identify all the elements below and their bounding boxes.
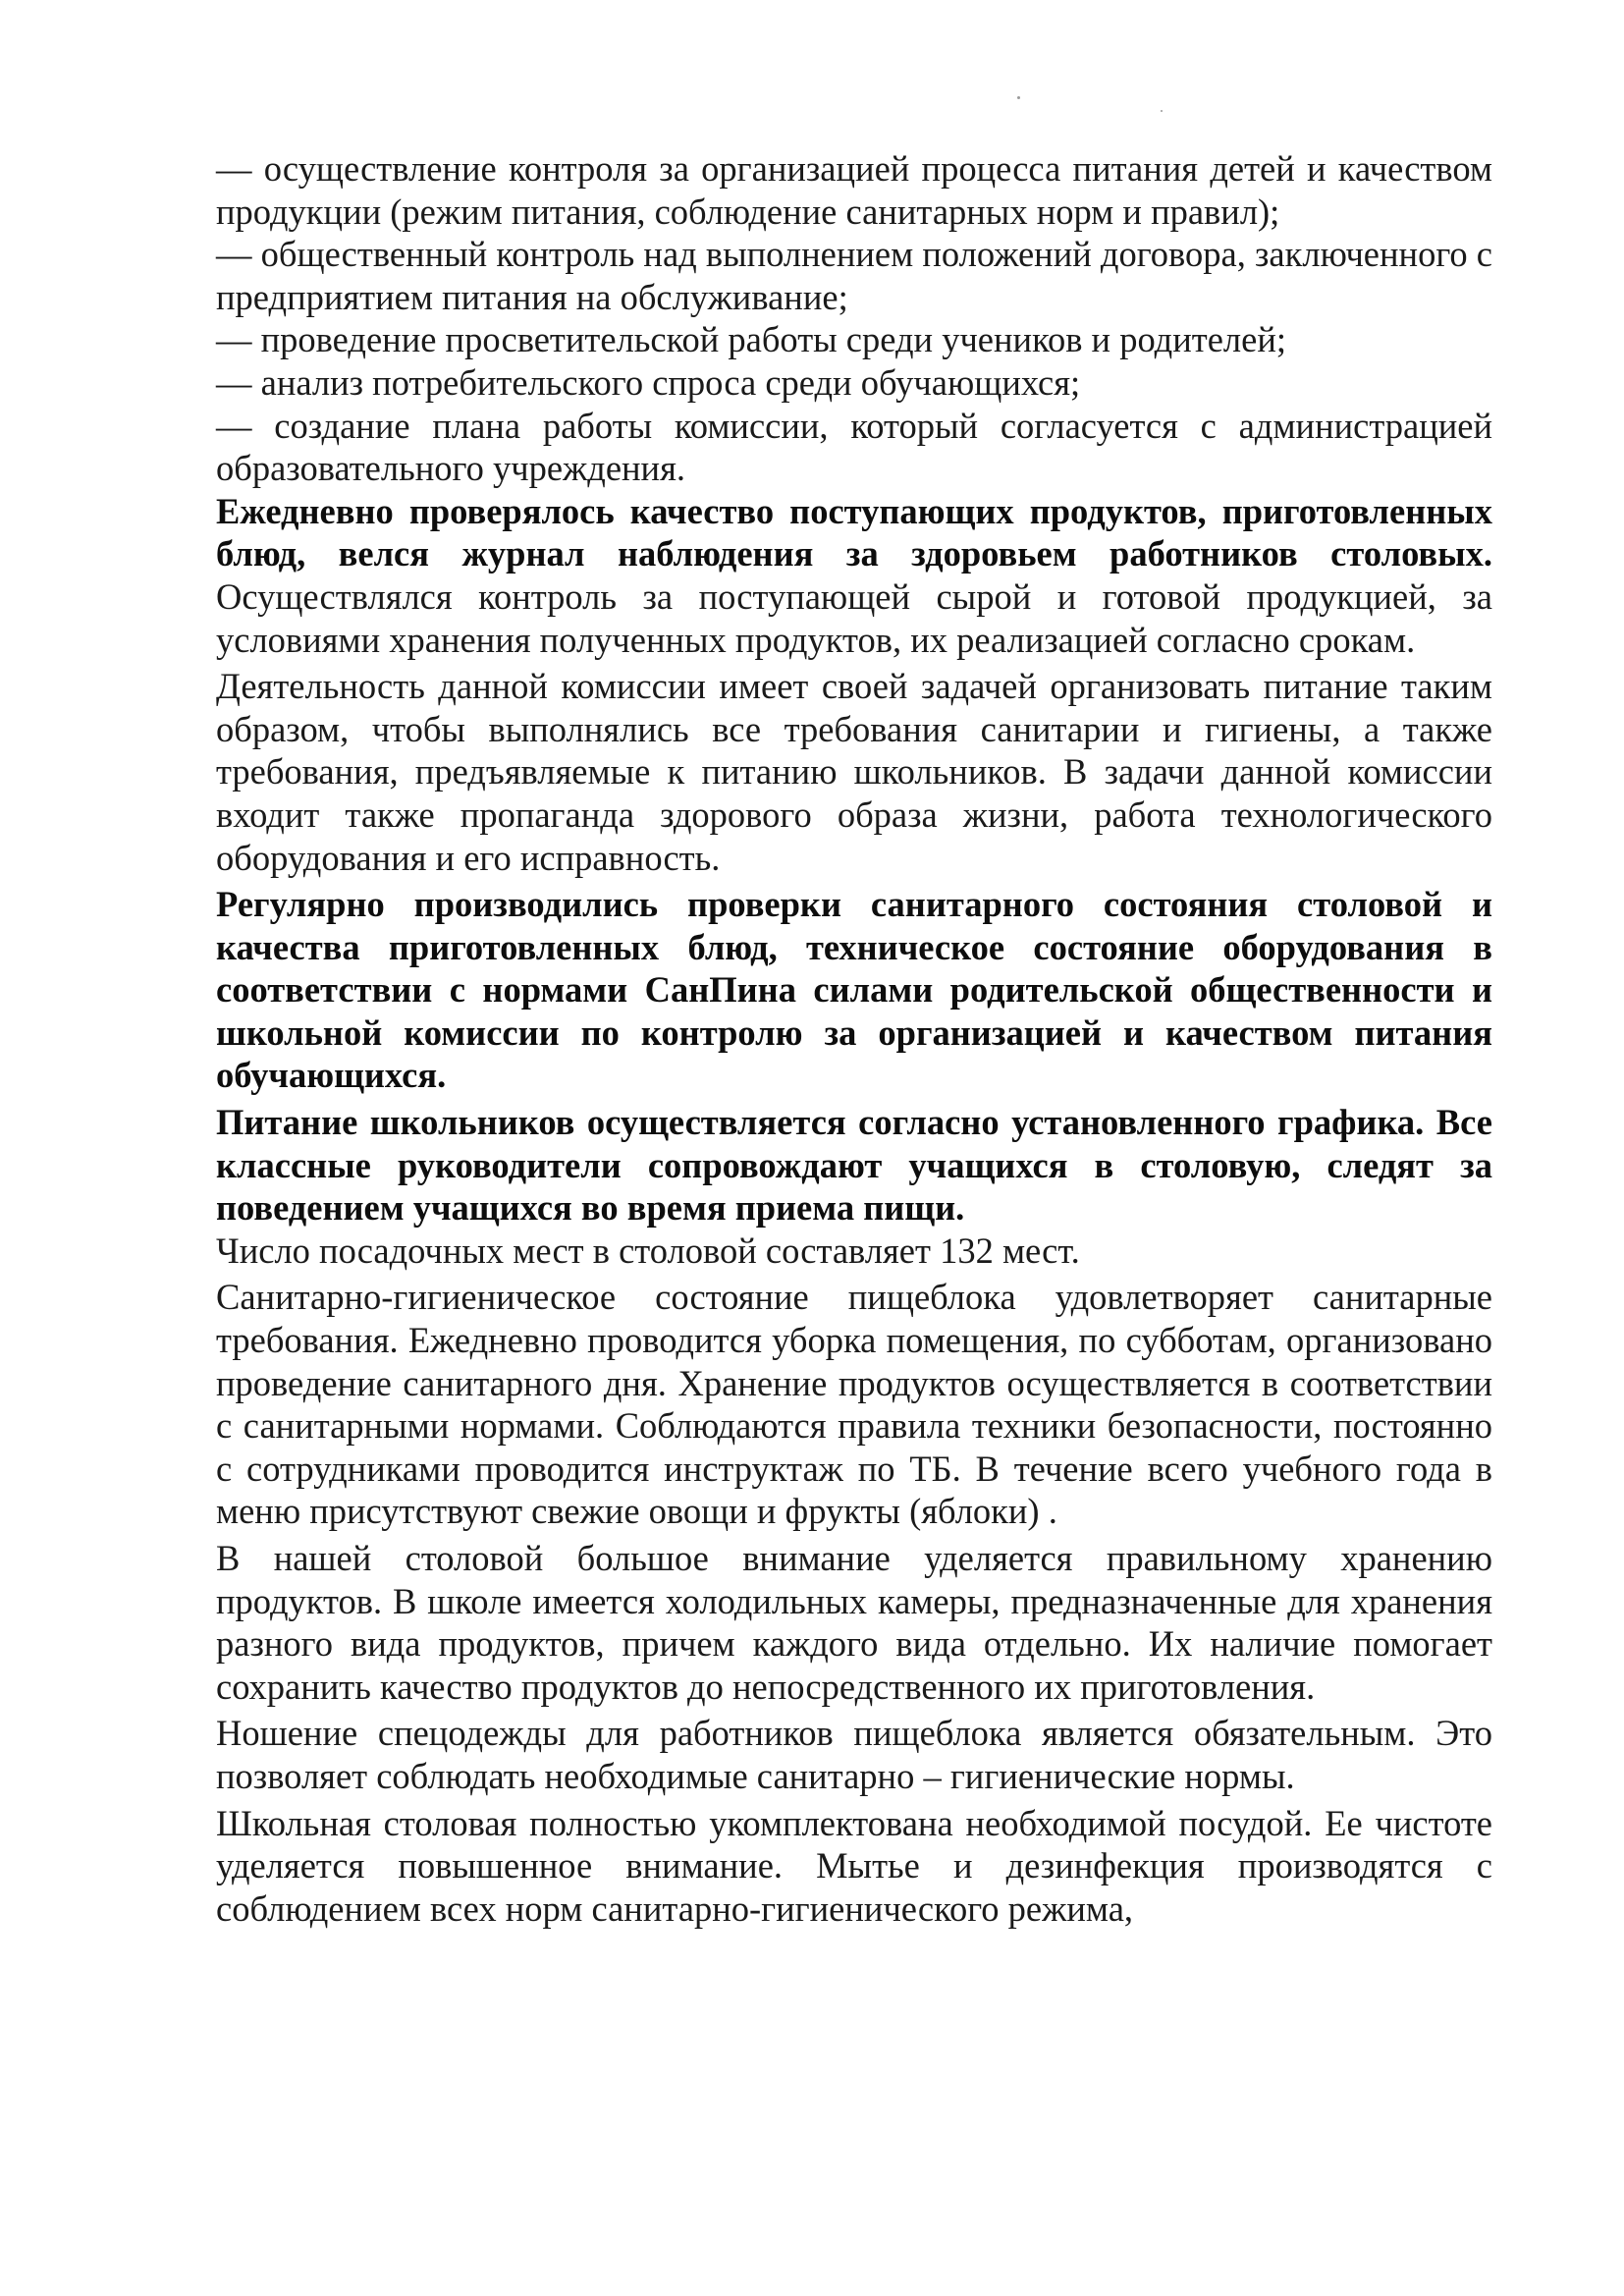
paragraph-control-organization: — осуществление контроля за организацией процесса питания детей и качеством продукции (режим питания, соблюдение санитарных норм и правил); xyxy=(216,148,1492,232)
scan-speck xyxy=(1017,96,1020,99)
paragraph-seating-capacity: Число посадочных мест в столовой составляет 132 мест. xyxy=(216,1230,1080,1271)
regular-text: Осуществлялся контроль за поступающей сырой и готовой продукцией, за условиями хранения полученных продуктов, их реализацией согласно срокам. xyxy=(216,575,1492,660)
paragraph-meal-schedule: Питание школьников осуществляется согласно установленного графика. Все классные руководители сопровождают учащихся в столовую, следят за поведением учащихся во время приема пищи. xyxy=(216,1102,1492,1229)
paragraph-daily-quality-check xyxy=(216,490,1492,661)
document-body xyxy=(216,147,1492,1930)
paragraph-educational-work: — проведение просветительской работы среди учеников и родителей; xyxy=(216,319,1287,360)
paragraph-sanitary-state: Санитарно-гигиеническое состояние пищеблока удовлетворяет санитарные требования. Ежедневно проводится уборка помещения, по субботам, организовано проведение санитарного дня. Хранение продуктов осуществляется в соответствии с санитарными нормами. Соблюдаются правила техники безопасности, постоянно с сотрудниками проводится инструктаж по ТБ. В течение всего учебного года в меню присутствуют свежие овощи и фрукты (яблоки) . xyxy=(216,1277,1492,1532)
paragraph-dishware: Школьная столовая полностью укомплектована необходимой посудой. Ее чистоте уделяется повышенное внимание. Мытье и дезинфекция производятся с соблюдением всех норм санитарно-гигиенического режима, xyxy=(216,1802,1492,1929)
paragraph-product-storage: В нашей столовой большое внимание уделяется правильному хранению продуктов. В школе имеется холодильных камеры, предназначенные для хранения разного вида продуктов, причем каждого вида отдельно. Их наличие помогает сохранить качество продуктов до непосредственного их приготовления. xyxy=(216,1538,1492,1707)
paragraph-public-control: — общественный контроль над выполнением положений договора, заключенного с предприятием питания на обслуживание; xyxy=(216,234,1492,317)
paragraph-work-clothing: Ношение спецодежды для работников пищеблока является обязательным. Это позволяет соблюдать необходимые санитарно – гигиенические нормы. xyxy=(216,1713,1492,1796)
bold-text: Ежедневно проверялось качество поступающих продуктов, приготовленных блюд, велся журнал наблюдения за здоровьем работников столовых. xyxy=(216,490,1492,574)
scan-speck xyxy=(1161,110,1163,112)
paragraph-demand-analysis: — анализ потребительского спроса среди обучающихся; xyxy=(216,361,1081,403)
paragraph-sanitary-checks: Регулярно производились проверки санитарного состояния столовой и качества приготовленных блюд, техническое состояние оборудования в соответствии с нормами СанПина силами родительской общественности и школьной комиссии по контролю за организацией и качеством питания обучающихся. xyxy=(216,884,1492,1096)
paragraph-work-plan: — создание плана работы комиссии, который согласуется с администрацией образовательного учреждения. xyxy=(216,405,1492,489)
paragraph-commission-activity: Деятельность данной комиссии имеет своей задачей организовать питание таким образом, чтобы выполнялись все требования санитарии и гигиены, а также требования, предъявляемые к питанию школьников. В задачи данной комиссии входит также пропаганда здорового образа жизни, работа технологического оборудования и его исправность. xyxy=(216,666,1492,878)
